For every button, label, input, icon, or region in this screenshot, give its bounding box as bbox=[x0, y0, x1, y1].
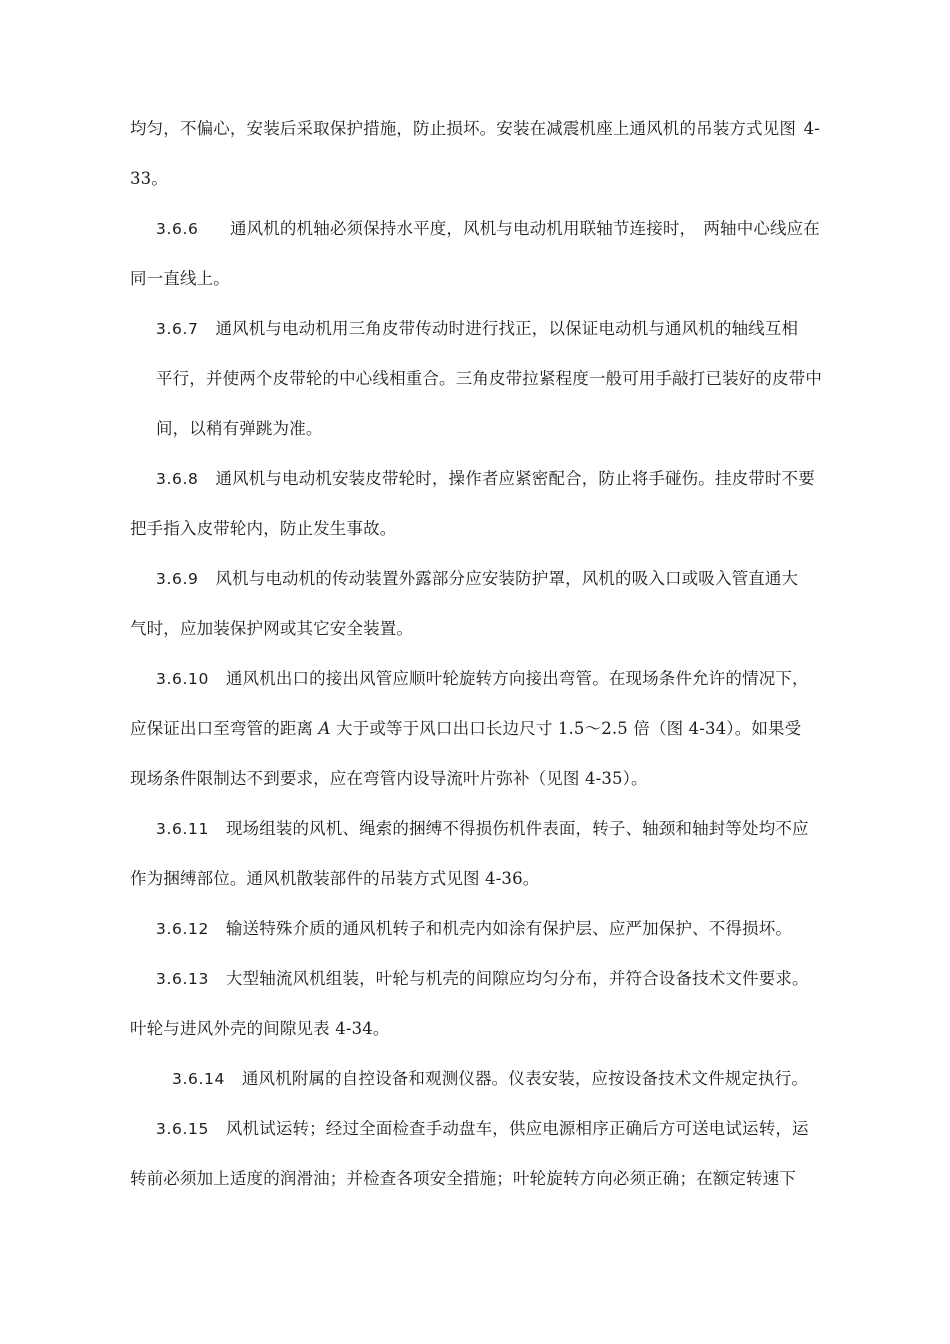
clause-text bbox=[130, 704, 801, 754]
clause-text: 气时，应加装保护网或其它安全装置。 bbox=[130, 619, 414, 638]
paragraph-continuation-line bbox=[130, 104, 820, 154]
clause-number: 3.6.15 bbox=[156, 1120, 209, 1138]
clause-number: 3.6.12 bbox=[156, 920, 209, 938]
clause-text-segment: 4- bbox=[803, 119, 820, 138]
clause-text: 间，以稍有弹跳为准。 bbox=[156, 419, 323, 438]
clause-text: 现场组装的风机、绳索的捆缚不得损伤机件表面，转子、轴颈和轴封等处均不应 bbox=[225, 819, 809, 838]
clause-text: 33。 bbox=[130, 169, 168, 188]
clause-text: 平行，并使两个皮带轮的中心线相重合。三角皮带拉紧程度一般可用手敲打已装好的皮带中 bbox=[156, 369, 822, 388]
clause-number-gap bbox=[206, 204, 223, 254]
clause-continuation-line bbox=[130, 504, 820, 554]
clause-continuation-line bbox=[130, 254, 820, 304]
clause-first-line bbox=[130, 654, 820, 704]
clause-number: 3.6.7 bbox=[156, 320, 199, 338]
clause-text: 现场条件限制达不到要求，应在弯管内设导流叶片弥补（见图 4-35）。 bbox=[130, 769, 648, 788]
clause-first-line bbox=[130, 804, 820, 854]
clause-text: 风机试运转；经过全面检查手动盘车，供应电源相序正确后方可送电试运转，运 bbox=[225, 1119, 809, 1138]
clause-continuation-line bbox=[130, 1154, 820, 1204]
clause-number: 3.6.13 bbox=[156, 970, 209, 988]
clause-text: 转前必须加上适度的润滑油；并检查各项安全措施；叶轮旋转方向必须正确；在额定转速下 bbox=[130, 1169, 796, 1188]
clause-continuation-line bbox=[130, 854, 820, 904]
clause-first-line bbox=[130, 204, 820, 254]
clause-text: 叶轮与进风外壳的间隙见表 4-34。 bbox=[130, 1019, 390, 1038]
clause-continuation-line bbox=[130, 704, 820, 754]
clause-text: 通风机出口的接出风管应顺叶轮旋转方向接出弯管。在现场条件允许的情况下， bbox=[225, 669, 809, 688]
clause-continuation-line bbox=[130, 354, 820, 404]
clause-text: 同一直线上。 bbox=[130, 269, 230, 288]
paragraph-continuation-line bbox=[130, 154, 820, 204]
clause-first-line bbox=[130, 304, 820, 354]
clause-text: 大型轴流风机组装，叶轮与机壳的间隙应均匀分布，并符合设备技术文件要求。 bbox=[225, 969, 809, 988]
clause-text: 通风机与电动机用三角皮带传动时进行找正，以保证电动机与通风机的轴线互相 bbox=[215, 319, 799, 338]
clause-text-segment: 均匀，不偏心，安装后采取保护措施，防止损坏。安装在减震机座上通风机的吊装方式见图 bbox=[130, 119, 796, 138]
clause-first-line bbox=[130, 454, 820, 504]
clause-text: 风机与电动机的传动装置外露部分应安装防护罩，风机的吸入口或吸入管直通大 bbox=[215, 569, 799, 588]
clause-number: 3.6.8 bbox=[156, 470, 199, 488]
clause-continuation-line bbox=[130, 404, 820, 454]
clause-text-segment: 通风机的机轴必须保持水平度，风机与电动机用联轴节连接时， bbox=[229, 219, 697, 238]
clause-first-line bbox=[130, 1054, 820, 1104]
clause-continuation-line bbox=[130, 1004, 820, 1054]
clause-text-segment: 两轴中心线应在 bbox=[703, 219, 820, 238]
clause-continuation-line bbox=[130, 604, 820, 654]
clause-first-line bbox=[130, 954, 820, 1004]
clause-first-line bbox=[130, 554, 820, 604]
clause-continuation-line bbox=[130, 754, 820, 804]
clause-number: 3.6.6 bbox=[156, 220, 199, 238]
clause-number: 3.6.14 bbox=[172, 1070, 225, 1088]
clause-text-suffix: 大于或等于风口出口长边尺寸 1.5～2.5 倍（图 4-34）。如果受 bbox=[330, 719, 802, 738]
distance-variable: A bbox=[318, 719, 331, 738]
clause-first-line bbox=[130, 904, 820, 954]
clause-first-line bbox=[130, 1104, 820, 1154]
clause-text: 输送特殊介质的通风机转子和机壳内如涂有保护层、应严加保护、不得损坏。 bbox=[225, 919, 793, 938]
clause-number: 3.6.11 bbox=[156, 820, 209, 838]
clause-number: 3.6.9 bbox=[156, 570, 199, 588]
clause-text: 作为捆缚部位。通风机散装部件的吊装方式见图 4-36。 bbox=[130, 869, 540, 888]
document-body-text bbox=[130, 104, 820, 1204]
clause-text: 通风机附属的自控设备和观测仪器。仪表安装，应按设备技术文件规定执行。 bbox=[241, 1069, 809, 1088]
clause-text-prefix: 应保证出口至弯管的距离 bbox=[130, 719, 319, 738]
clause-text: 通风机与电动机安装皮带轮时，操作者应紧密配合，防止将手碰伤。挂皮带时不要 bbox=[215, 469, 815, 488]
clause-number: 3.6.10 bbox=[156, 670, 209, 688]
clause-text: 把手指入皮带轮内，防止发生事故。 bbox=[130, 519, 397, 538]
